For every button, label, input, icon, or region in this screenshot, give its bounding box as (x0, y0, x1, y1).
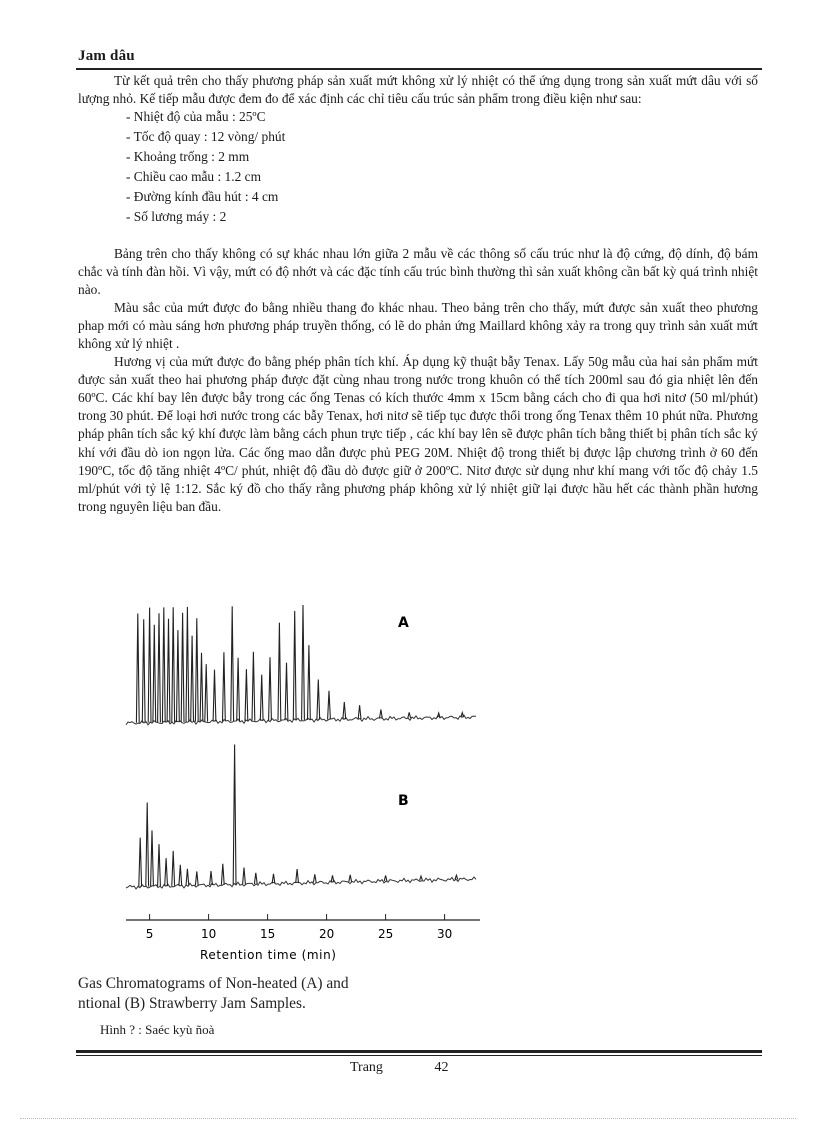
body-text (78, 72, 758, 516)
peak-b (313, 874, 316, 882)
peak-b (420, 876, 423, 880)
peak-b (349, 875, 352, 882)
paragraph-texture: Bảng trên cho thấy không có sự khác nhau lớn giữa 2 mẫu về các thông số cấu trúc như là độ cứng, độ dính, độ bám chắc và tính đàn hồi. Vì vậy, mứt có độ nhớt và các đặc tính cấu trúc bình thường thì sản xuất không cần bất kỳ quá trình nhiệt nào. (78, 245, 758, 297)
spec-item: - Số lương máy : 2 (126, 208, 227, 224)
peak-a (186, 607, 189, 722)
chromatogram-svg (110, 575, 490, 970)
peak-a (177, 630, 180, 722)
peak-b (254, 873, 257, 884)
peak-b (384, 876, 387, 882)
peak-a (148, 608, 151, 723)
peak-b (233, 745, 236, 885)
peak-a (181, 613, 184, 722)
peak-a (252, 652, 255, 721)
peak-a (317, 680, 320, 720)
spec-item: - Khoảng trống : 2 mm (126, 148, 250, 164)
peak-a (380, 709, 383, 718)
peak-a (167, 619, 170, 723)
peak-a (142, 619, 145, 723)
paragraph-intro: Từ kết quả trên cho thấy phương pháp sản xuất mứt không xử lý nhiệt có thể ứng dụng trong sản xuất mứt dâu với số lượng nhỏ. Kế tiếp mẫu được đem đo để xác định các chỉ tiêu cấu trúc sản phẩm trong điều kiện như sau: (78, 73, 758, 107)
peak-a (308, 645, 311, 720)
peak-b (186, 869, 189, 886)
header-title: Jam dâu (78, 48, 135, 64)
figure-caption-vi: Hình ? : Saéc kyù ñoà (100, 1022, 215, 1037)
spec-item: - Tốc độ quay : 12 vòng/ phút (126, 129, 286, 145)
footer-rule (76, 1050, 762, 1053)
x-tick-label: 30 (436, 927, 453, 941)
peak-a (343, 702, 346, 719)
peak-a (408, 712, 411, 718)
trace-a (126, 605, 476, 725)
peak-b (455, 875, 458, 879)
x-axis-ticks (146, 914, 452, 941)
peak-a (158, 613, 161, 722)
caption-line-2: ntional (B) Strawberry Jam Samples. (78, 995, 306, 1012)
peak-b (158, 844, 161, 886)
peak-a (293, 611, 296, 720)
trace-b (126, 745, 476, 889)
x-tick-label: 20 (318, 927, 335, 941)
peak-b (146, 803, 149, 887)
paragraph-flavor: Hương vị của mứt được đo bằng phép phân tích khí. Áp dụng kỹ thuật bẫy Tenax. Lấy 50g mẫu của hai sản phẩm mứt được sản xuất theo hai phương pháp được đặt cùng nhau trong nước trong khuôn có thể tích 200ml sau đó gia nhiệt lên đến 60ºC. Các khí bay lên được bẫy trong các ống Tenas có kích thước 4mm x 15cm bằng cách cho đi qua hơi nitơ (50 ml/phút) trong 30 phút. Để loại hơi nước trong các bẫy Tenax, hơi nitơ sẽ tiếp tục được thổi trong ống Tenax thêm 10 phút nữa. Phương pháp phân tích sắc ký khí được làm bằng cách phun trực tiếp , các khí bay lên sẽ được phân tích bằng thiết bị phân tích sắc ký khí với đầu dò ion ngọn lửa. Các ống mao dẫn được phủ PEG 20M. Nhiệt độ trong thiết bị được lập chương trình ở 60 đến 190ºC, tốc độ tăng nhiệt 4ºC/ phút, nhiệt độ đầu dò được giữ ở 200ºC. Nitơ được sử dụng như khí mang với tốc độ chảy 1.5 ml/phút với tỷ lệ 1:12. Sắc ký đồ cho thấy rằng phương pháp không xử lý nhiệt giữ lại được hầu hết các thành phần hương trong nguyên liệu ban đầu. (78, 354, 758, 514)
figure-caption-en (78, 974, 498, 1014)
peak-a (195, 618, 198, 722)
page-bottom-border (20, 1118, 796, 1119)
peak-a (269, 657, 272, 720)
page-number: 42 (434, 1060, 449, 1075)
peak-a (328, 691, 331, 720)
caption-line-1: Gas Chromatograms of Non-heated (A) and (78, 975, 349, 992)
peak-b (179, 865, 182, 886)
peak-a (172, 607, 175, 722)
peak-a (191, 636, 194, 722)
spec-item: - Chiều cao mẫu : 1.2 cm (126, 168, 261, 184)
peak-b (151, 830, 154, 886)
peak-a (302, 605, 305, 720)
footer-rule-thin (76, 1055, 762, 1056)
panel-label-b: B (398, 793, 409, 809)
peak-a (213, 670, 216, 722)
peak-a (153, 625, 156, 723)
peak-a (285, 663, 288, 721)
peak-b (221, 864, 224, 885)
x-axis-label: Retention time (min) (200, 948, 337, 962)
spec-item: - Nhiệt độ của mẫu : 25ºC (126, 109, 266, 125)
peak-a (358, 705, 361, 719)
panel-label-a: A (398, 615, 409, 631)
peak-a (200, 653, 203, 722)
x-tick-label: 5 (145, 927, 154, 941)
chromatogram-figure (110, 575, 490, 970)
peak-a (278, 623, 281, 721)
page-footer (350, 1060, 448, 1076)
x-tick-label: 10 (200, 927, 217, 941)
peak-b (296, 869, 299, 883)
baseline-a (126, 715, 476, 725)
header-rule (76, 68, 762, 70)
peak-b (210, 871, 213, 885)
peak-a (162, 607, 165, 722)
peak-a (231, 606, 234, 721)
peak-b (172, 851, 175, 886)
peak-b (139, 838, 142, 887)
peak-a (223, 652, 226, 721)
peak-a (260, 675, 263, 721)
spec-item: - Đường kính đầu hút : 4 cm (126, 188, 279, 204)
peak-b (243, 868, 246, 885)
paragraph-color: Màu sắc của mứt được đo bằng nhiều thang đo khác nhau. Theo bảng trên cho thấy, mứt được sản xuất theo phương phap mới có màu sáng hơn phương pháp truyền thống, có lẽ do phản ứng Maillard không xảy ra trong quy trình sản xuất mứt không xử lý nhiệt . (78, 299, 758, 351)
peak-b (195, 871, 198, 885)
peak-b (165, 858, 168, 886)
baseline-b (126, 877, 476, 889)
spec-list (78, 108, 758, 226)
peak-a (237, 658, 240, 721)
footer-label: Trang (350, 1060, 383, 1075)
x-tick-label: 15 (259, 927, 276, 941)
peak-a (136, 614, 139, 723)
x-tick-label: 25 (377, 927, 394, 941)
peak-a (245, 669, 248, 721)
peak-a (205, 664, 208, 722)
